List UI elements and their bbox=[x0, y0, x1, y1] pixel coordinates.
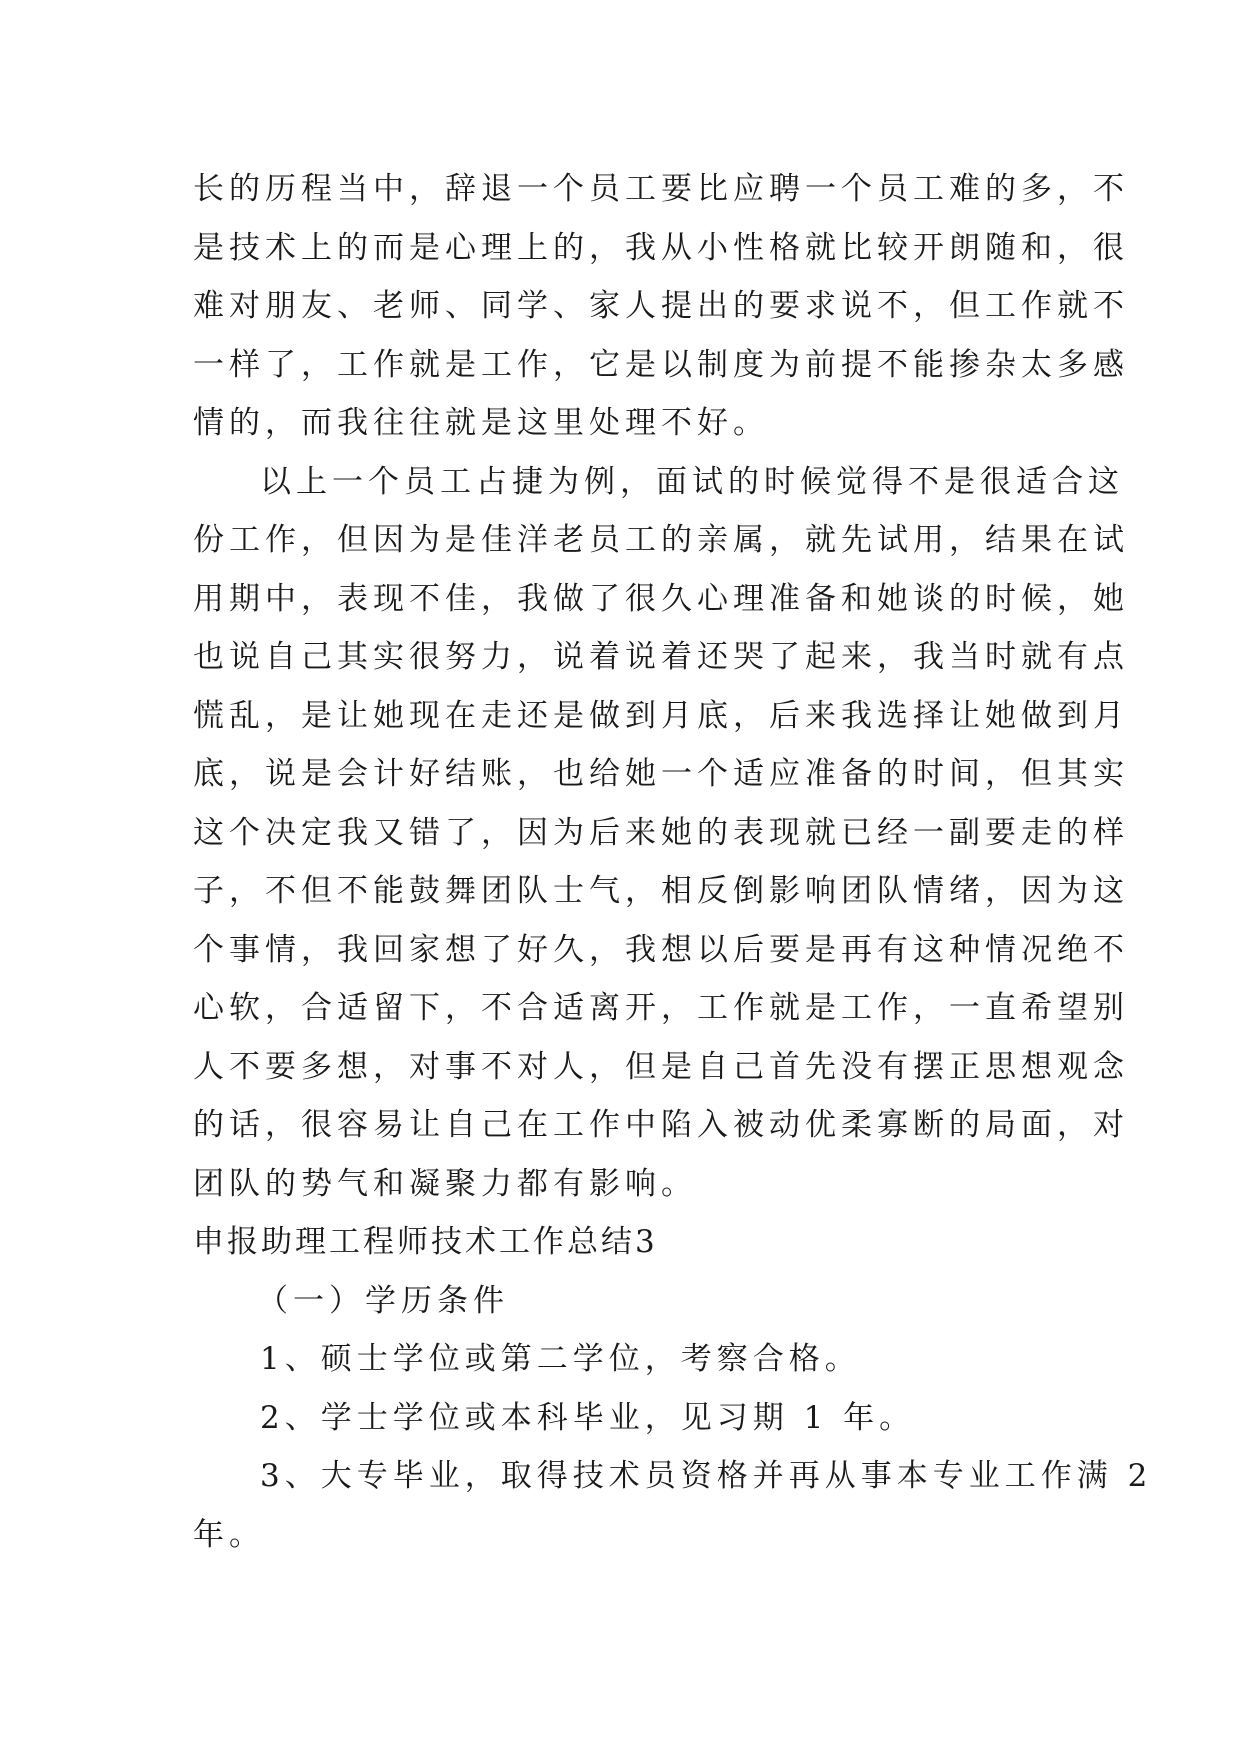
text-line: 的话，很容易让自己在工作中陷入被动优柔寡断的局面，对 bbox=[193, 1107, 1129, 1143]
text-line: 子，不但不能鼓舞团队士气，相反倒影响团队情绪，因为这 bbox=[193, 873, 1129, 909]
text-line: 份工作，但因为是佳洋老员工的亲属，就先试用，结果在试 bbox=[193, 522, 1129, 558]
document-body bbox=[193, 160, 1153, 1564]
text-line: 年。 bbox=[193, 1516, 265, 1553]
text-line: 个事情，我回家想了好久，我想以后要是再有这种情况绝不 bbox=[193, 931, 1129, 968]
text-line: 这个决定我又错了，因为后来她的表现就已经一副要走的样 bbox=[193, 814, 1129, 851]
text-line: 人不要多想，对事不对人，但是自己首先没有摆正思想观念 bbox=[193, 1048, 1129, 1085]
text-line: 3、大专毕业，取得技术员资格并再从事本专业工作满 2 bbox=[260, 1458, 1153, 1494]
text-line: 一样了，工作就是工作，它是以制度为前提不能掺杂太多感 bbox=[193, 346, 1129, 383]
text-line: 以上一个员工占捷为例，面试的时候觉得不是很适合这 bbox=[260, 463, 1124, 500]
text-line: 情的，而我往往就是这里处理不好。 bbox=[193, 405, 769, 441]
text-line: 用期中，表现不佳，我做了很久心理准备和她谈的时候，她 bbox=[193, 580, 1129, 617]
list-item-3 bbox=[193, 1447, 1153, 1564]
section-title: 申报助理工程师技术工作总结3 bbox=[193, 1224, 658, 1260]
text-line: 心软，合适留下，不合适离开，工作就是工作，一直希望别 bbox=[193, 990, 1129, 1026]
text-line: 也说自己其实很努力，说着说着还哭了起来，我当时就有点 bbox=[193, 639, 1129, 675]
text-line: 团队的势气和凝聚力都有影响。 bbox=[193, 1165, 697, 1202]
text-line: 慌乱，是让她现在走还是做到月底，后来我选择让她做到月 bbox=[193, 697, 1129, 734]
text-line: 底，说是会计好结账，也给她一个适应准备的时间，但其实 bbox=[193, 756, 1129, 792]
text-line: 长的历程当中，辞退一个员工要比应聘一个员工难的多，不 bbox=[193, 171, 1129, 207]
paragraph-1 bbox=[193, 160, 1129, 453]
text-line: 是技术上的而是心理上的，我从小性格就比较开朗随和，很 bbox=[193, 229, 1129, 266]
list-item-1: 1、硕士学位或第二学位，考察合格。 bbox=[260, 1341, 861, 1377]
paragraph-2 bbox=[193, 453, 1129, 1214]
text-line: 难对朋友、老师、同学、家人提出的要求说不，但工作就不 bbox=[193, 288, 1129, 324]
list-item-2: 2、学士学位或本科毕业，见习期 1 年。 bbox=[260, 1399, 916, 1436]
subsection-title: （一）学历条件 bbox=[257, 1282, 509, 1319]
